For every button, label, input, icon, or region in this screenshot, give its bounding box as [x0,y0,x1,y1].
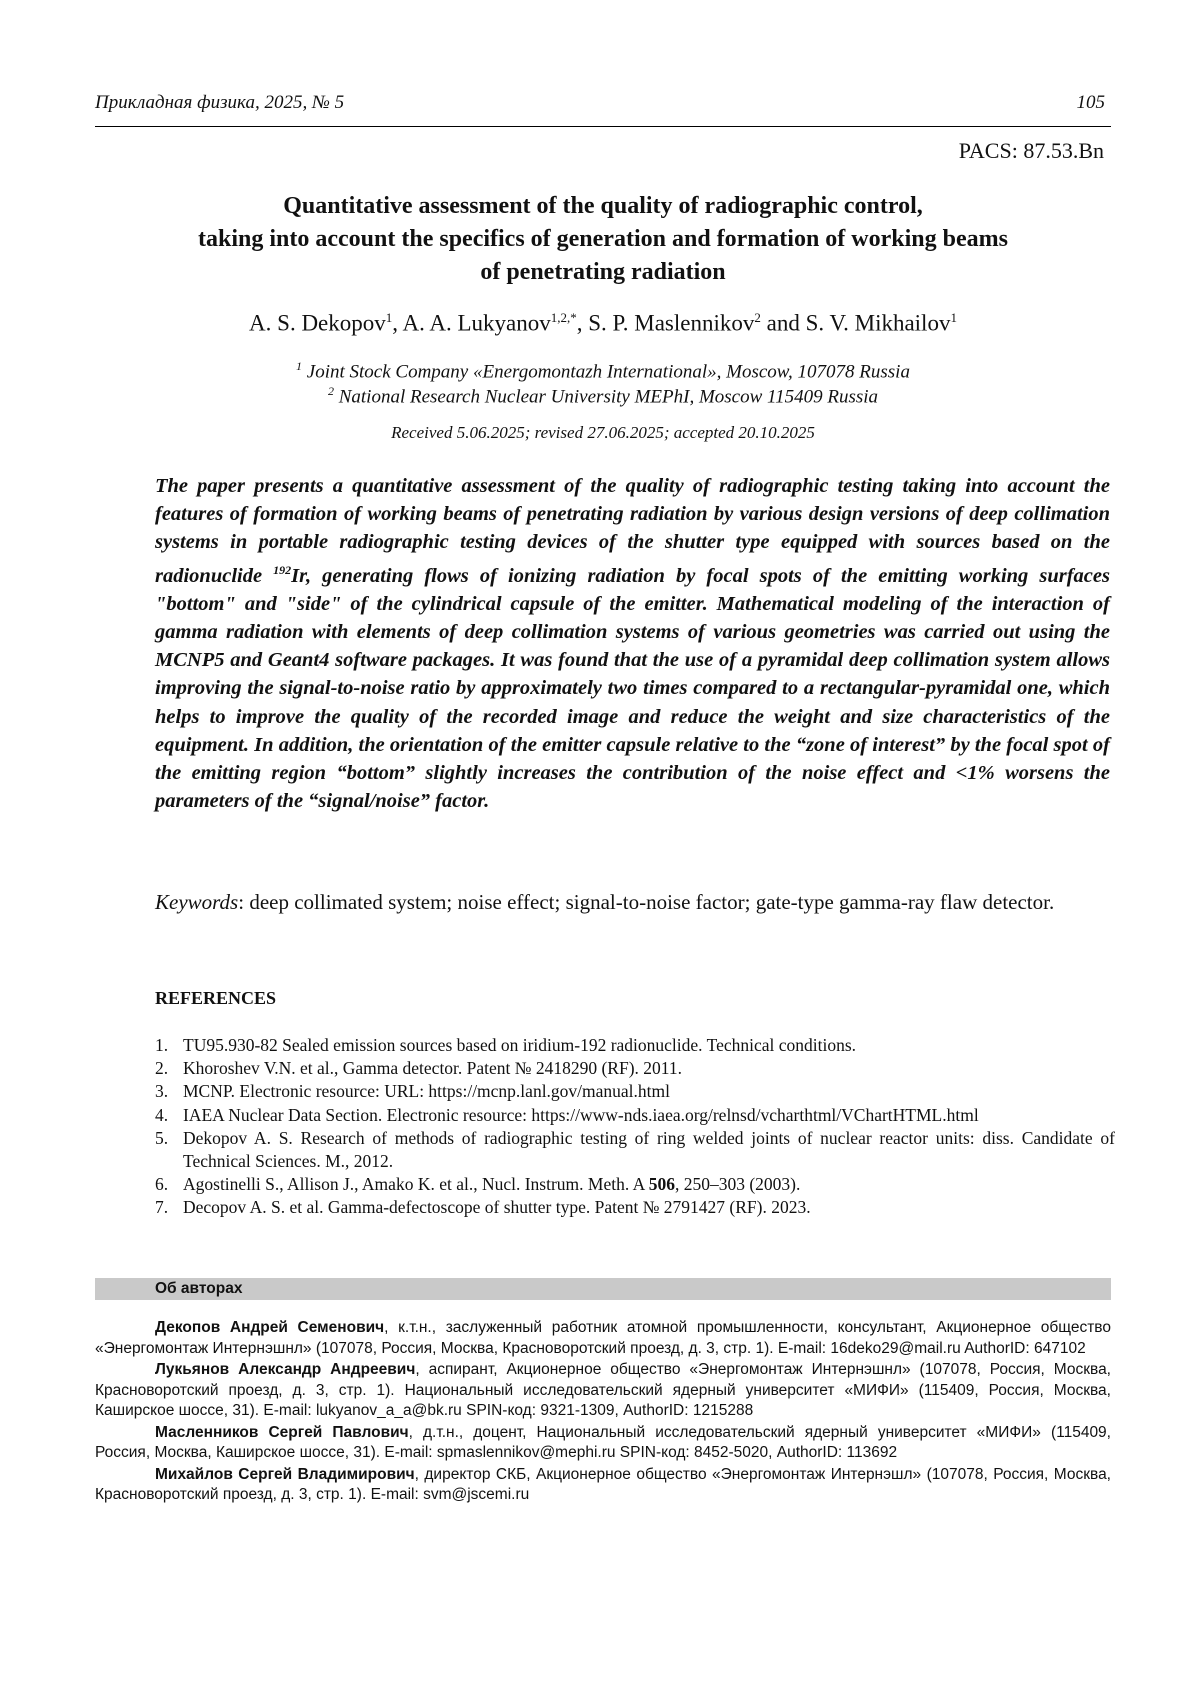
reference-number: 1. [155,1035,169,1055]
title-line: of penetrating radiation [480,259,726,285]
author-separator: and [760,310,806,336]
title-line: Quantitative assessment of the quality of radiographic control, [283,193,923,219]
author-list [95,310,1111,337]
reference-item [155,1173,1115,1196]
author-bio [95,1423,1111,1464]
author-bios [95,1318,1111,1507]
reference-number: 6. [155,1174,169,1195]
reference-text: TU95.930-82 Sealed emission sources based on iridium-192 radionuclide. Technical conditions. [183,1035,857,1055]
about-authors-bar [95,1278,1111,1300]
author-name: A. S. Dekopov [249,310,386,336]
affiliation-2 [95,384,1111,408]
reference-number: 5. [155,1127,169,1148]
reference-item [155,1127,1115,1173]
pacs-code: PACS: 87.53.Bn [958,138,1104,163]
author-name: S. V. Mikhailov [805,310,951,336]
author-name: A. A. Lukyanov [402,310,551,336]
affiliation-sup: 1 [296,359,303,373]
title-line: taking into account the specifics of generation and formation of working beams [198,226,1008,252]
reference-number: 7. [155,1197,169,1218]
about-authors-title: Об авторах [155,1280,243,1297]
reference-number: 4. [155,1104,169,1125]
reference-list [155,1034,1115,1220]
journal-name: Прикладная физика, 2025, № 5 [95,92,345,113]
abstract [155,472,1110,815]
reference-item [155,1080,1115,1103]
affiliation-text: Joint Stock Company «Energomontazh International», Moscow, 107078 Russia [306,361,910,383]
reference-volume: 506 [648,1174,675,1195]
reference-number: 2. [155,1058,169,1079]
references-heading: REFERENCES [155,988,277,1008]
bio-name: Лукьянов Александр Андреевич [155,1361,416,1378]
affiliation-1 [95,359,1111,383]
author-separator: , [576,310,589,336]
bio-text: , директор СКБ, Акционерное общество «Энергомонтаж Интернэшл» (107078, Россия, Москва, Красноворотский проезд, д. 3, стр. 1). E-mail: svm@jscemi.ru [95,1465,1111,1503]
page-number: 105 [1076,92,1105,113]
author-name: S. P. Maslennikov [588,310,755,336]
bio-text: , д.т.н., доцент, Национальный исследовательский ядерный университет «МИФИ» (115409, Россия, Москва, Каширское шоссе, 31). E-mail: spmaslennikov@mephi.ru SPIN-код: 8452-5020, AuthorID: 113692 [95,1423,1111,1461]
affiliation-text: National Research Nuclear University MEPhI, Moscow 115409 Russia [338,386,879,408]
bio-name: Декопов Андрей Семенович [155,1319,385,1336]
reference-text: , 250–303 (2003). [674,1174,801,1195]
author-separator: , [392,310,403,336]
bio-text: , аспирант, Акционерное общество «Энергомонтаж Интернэшнл» (107078, Россия, Москва, Красноворотский проезд, д. 3, стр. 1). Национальный исследовательский ядерный университет «МИФИ» (115409, Россия, Москва, Каширское шоссе, 31). E-mail: lukyanov_a_a@bk.ru SPIN-код: 9321-1309, AuthorID: 1215288 [95,1361,1111,1419]
reference-text: Khoroshev V.N. et al., Gamma detector. Patent № 2418290 (RF). 2011. [183,1058,683,1079]
reference-item [155,1104,1115,1127]
abstract-text: The paper presents a quantitative assessment of the quality of radiographic testing taking into account the features of formation of working beams of penetrating radiation by various design versions of deep collimation systems in portable radiographic testing devices of the shutter type equipped with sources based on the radionuclide [155,475,1110,588]
bio-name: Масленников Сергей Павлович [155,1423,409,1441]
affiliation-sup: 2 [327,384,334,398]
author-affil-sup: 1 [385,310,393,325]
keywords-text: : deep collimated system; noise effect; signal-to-noise factor; gate-type gamma-ray flaw detector. [238,890,1055,914]
reference-text: Decopov A. S. et al. Gamma-defectoscope of shutter type. Patent № 2791427 (RF). 2023. [183,1197,811,1218]
paper-title [95,190,1111,289]
reference-item [155,1196,1115,1219]
reference-item [155,1057,1115,1080]
author-affil-sup: 2 [754,310,761,325]
header-rule [95,126,1111,127]
author-bio [95,1465,1111,1506]
author-affil-sup: 1 [950,310,957,325]
author-affil-sup: 1,2,* [550,310,577,325]
reference-text: Agostinelli S., Allison J., Amako K. et al., Nucl. Instrum. Meth. A [183,1174,649,1195]
reference-number: 3. [155,1081,169,1102]
received-dates: Received 5.06.2025; revised 27.06.2025; accepted 20.10.2025 [391,423,815,442]
isotope-mass-number: 192 [273,563,292,578]
bio-text: , к.т.н., заслуженный работник атомной промышленности, консультант, Акционерное общество «Энергомонтаж Интернэшнл» (107078, Россия, Москва, Красноворотский проезд, д. 3, стр. 1). E-mail: 16deko29@mail.ru AuthorID: 647102 [95,1319,1111,1357]
keywords [155,888,1110,916]
reference-item [155,1034,1115,1057]
bio-name: Михайлов Сергей Владимирович [155,1465,415,1483]
reference-text: IAEA Nuclear Data Section. Electronic resource: https://www-nds.iaea.org/relnsd/vcharthtml/VChartHTML.html [183,1104,979,1125]
reference-text: MCNP. Electronic resource: URL: https://mcnp.lanl.gov/manual.html [183,1081,671,1102]
keywords-label: Keywords [155,890,239,914]
abstract-text: Ir, generating flows of ionizing radiation by focal spots of the emitting working surfaces "bottom" and "side" of the cylindrical capsule of the emitter. Mathematical modeling of the interaction of gamma radiation with elements of deep collimation systems of various geometries was carried out using the MCNP5 and Geant4 software packages. It was found that the use of a pyramidal deep collimation system allows improving the signal-to-noise ratio by approximately two times compared to a rectangular-pyramidal one, which helps to improve the quality of the recorded image and reduce the weight and size characteristics of the equipment. In addition, the orientation of the emitter capsule relative to the “zone of interest” by the focal spot of the emitting region “bottom” slightly increases the contribution of the noise effect and <1% worsens the parameters of the “signal/noise” factor. [155,565,1110,812]
reference-text: Dekopov A. S. Research of methods of radiographic testing of ring welded joints of nuclear reactor units: diss. Candidate of Technical Sciences. M., 2012. [183,1127,1115,1172]
author-bio [95,1360,1111,1422]
author-bio [95,1318,1111,1359]
